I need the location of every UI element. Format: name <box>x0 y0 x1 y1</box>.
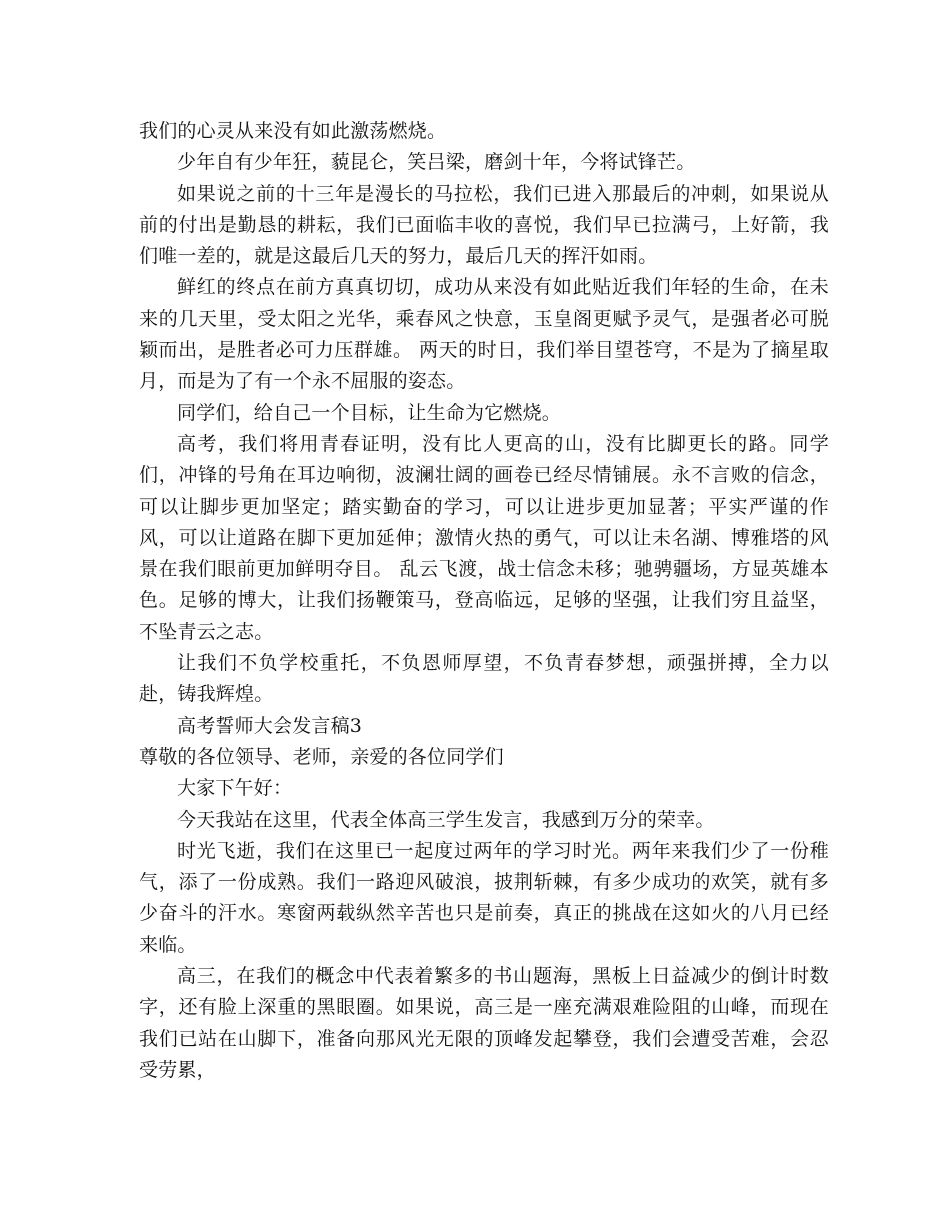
section-heading: 高考誓师大会发言稿3 <box>177 714 363 737</box>
paragraph: 同学们，给自己一个目标，让生命为它燃烧。 <box>177 401 562 424</box>
salutation: 尊敬的各位领导、老师，亲爱的各位同学们 <box>139 745 504 768</box>
paragraph: 如果说之前的十三年是漫长的马拉松，我们已进入那最后的冲刺，如果说从前的付出是勤恳的耕耘，我们已面临丰收的喜悦，我们早已拉满弓，上好箭，我们唯一差的，就是这最后几天的努力，最后几天的挥汗如雨。 <box>139 182 829 268</box>
paragraph: 高考，我们将用青春证明，没有比人更高的山，没有比脚更长的路。同学们，冲锋的号角在耳边响彻，波澜壮阔的画卷已经尽情铺展。永不言败的信念，可以让脚步更加坚定；踏实勤奋的学习，可以让进步更加显著；平实严谨的作风，可以让道路在脚下更加延伸；激情火热的勇气，可以让未名湖、博雅塔的风景在我们眼前更加鲜明夺目。 乱云飞渡，战士信念未移；驰骋疆场，方显英雄本色。足够的博大，让我们扬鞭策马，登高临远，足够的坚强，让我们穷且益坚，不坠青云之志。 <box>139 432 829 643</box>
paragraph: 让我们不负学校重托，不负恩师厚望，不负青春梦想，顽强拼搏，全力以赴，铸我辉煌。 <box>139 652 829 706</box>
paragraph: 少年自有少年狂，藐昆仑，笑吕梁，磨剑十年，今将试锋芒。 <box>177 151 696 174</box>
paragraph: 我们的心灵从来没有如此激荡燃烧。 <box>139 120 447 142</box>
document-body <box>139 116 829 1086</box>
paragraph: 今天我站在这里，代表全体高三学生发言，我感到万分的荣幸。 <box>177 808 715 831</box>
paragraph: 高三，在我们的概念中代表着繁多的书山题海，黑板上日益减少的倒计时数字，还有脸上深重的黑眼圈。如果说，高三是一座充满艰难险阻的山峰，而现在我们已站在山脚下，准备向那风光无限的顶峰发起攀登，我们会遭受苦难，会忍受劳累， <box>139 965 829 1081</box>
paragraph: 鲜红的终点在前方真真切切，成功从来没有如此贴近我们年轻的生命，在未来的几天里，受太阳之光华，乘春风之快意，玉皇阁更赋予灵气，是强者必可脱颖而出，是胜者必可力压群雄。 两天的时日，我们举目望苍穹，不是为了摘星取月，而是为了有一个永不屈服的姿态。 <box>139 276 829 393</box>
greeting: 大家下午好： <box>177 777 293 800</box>
paragraph: 时光飞逝，我们在这里已一起度过两年的学习时光。两年来我们少了一份稚气，添了一份成熟。我们一路迎风破浪，披荆斩棘，有多少成功的欢笑，就有多少奋斗的汗水。寒窗两载纵然辛苦也只是前奏，真正的挑战在这如火的八月已经来临。 <box>139 839 829 956</box>
